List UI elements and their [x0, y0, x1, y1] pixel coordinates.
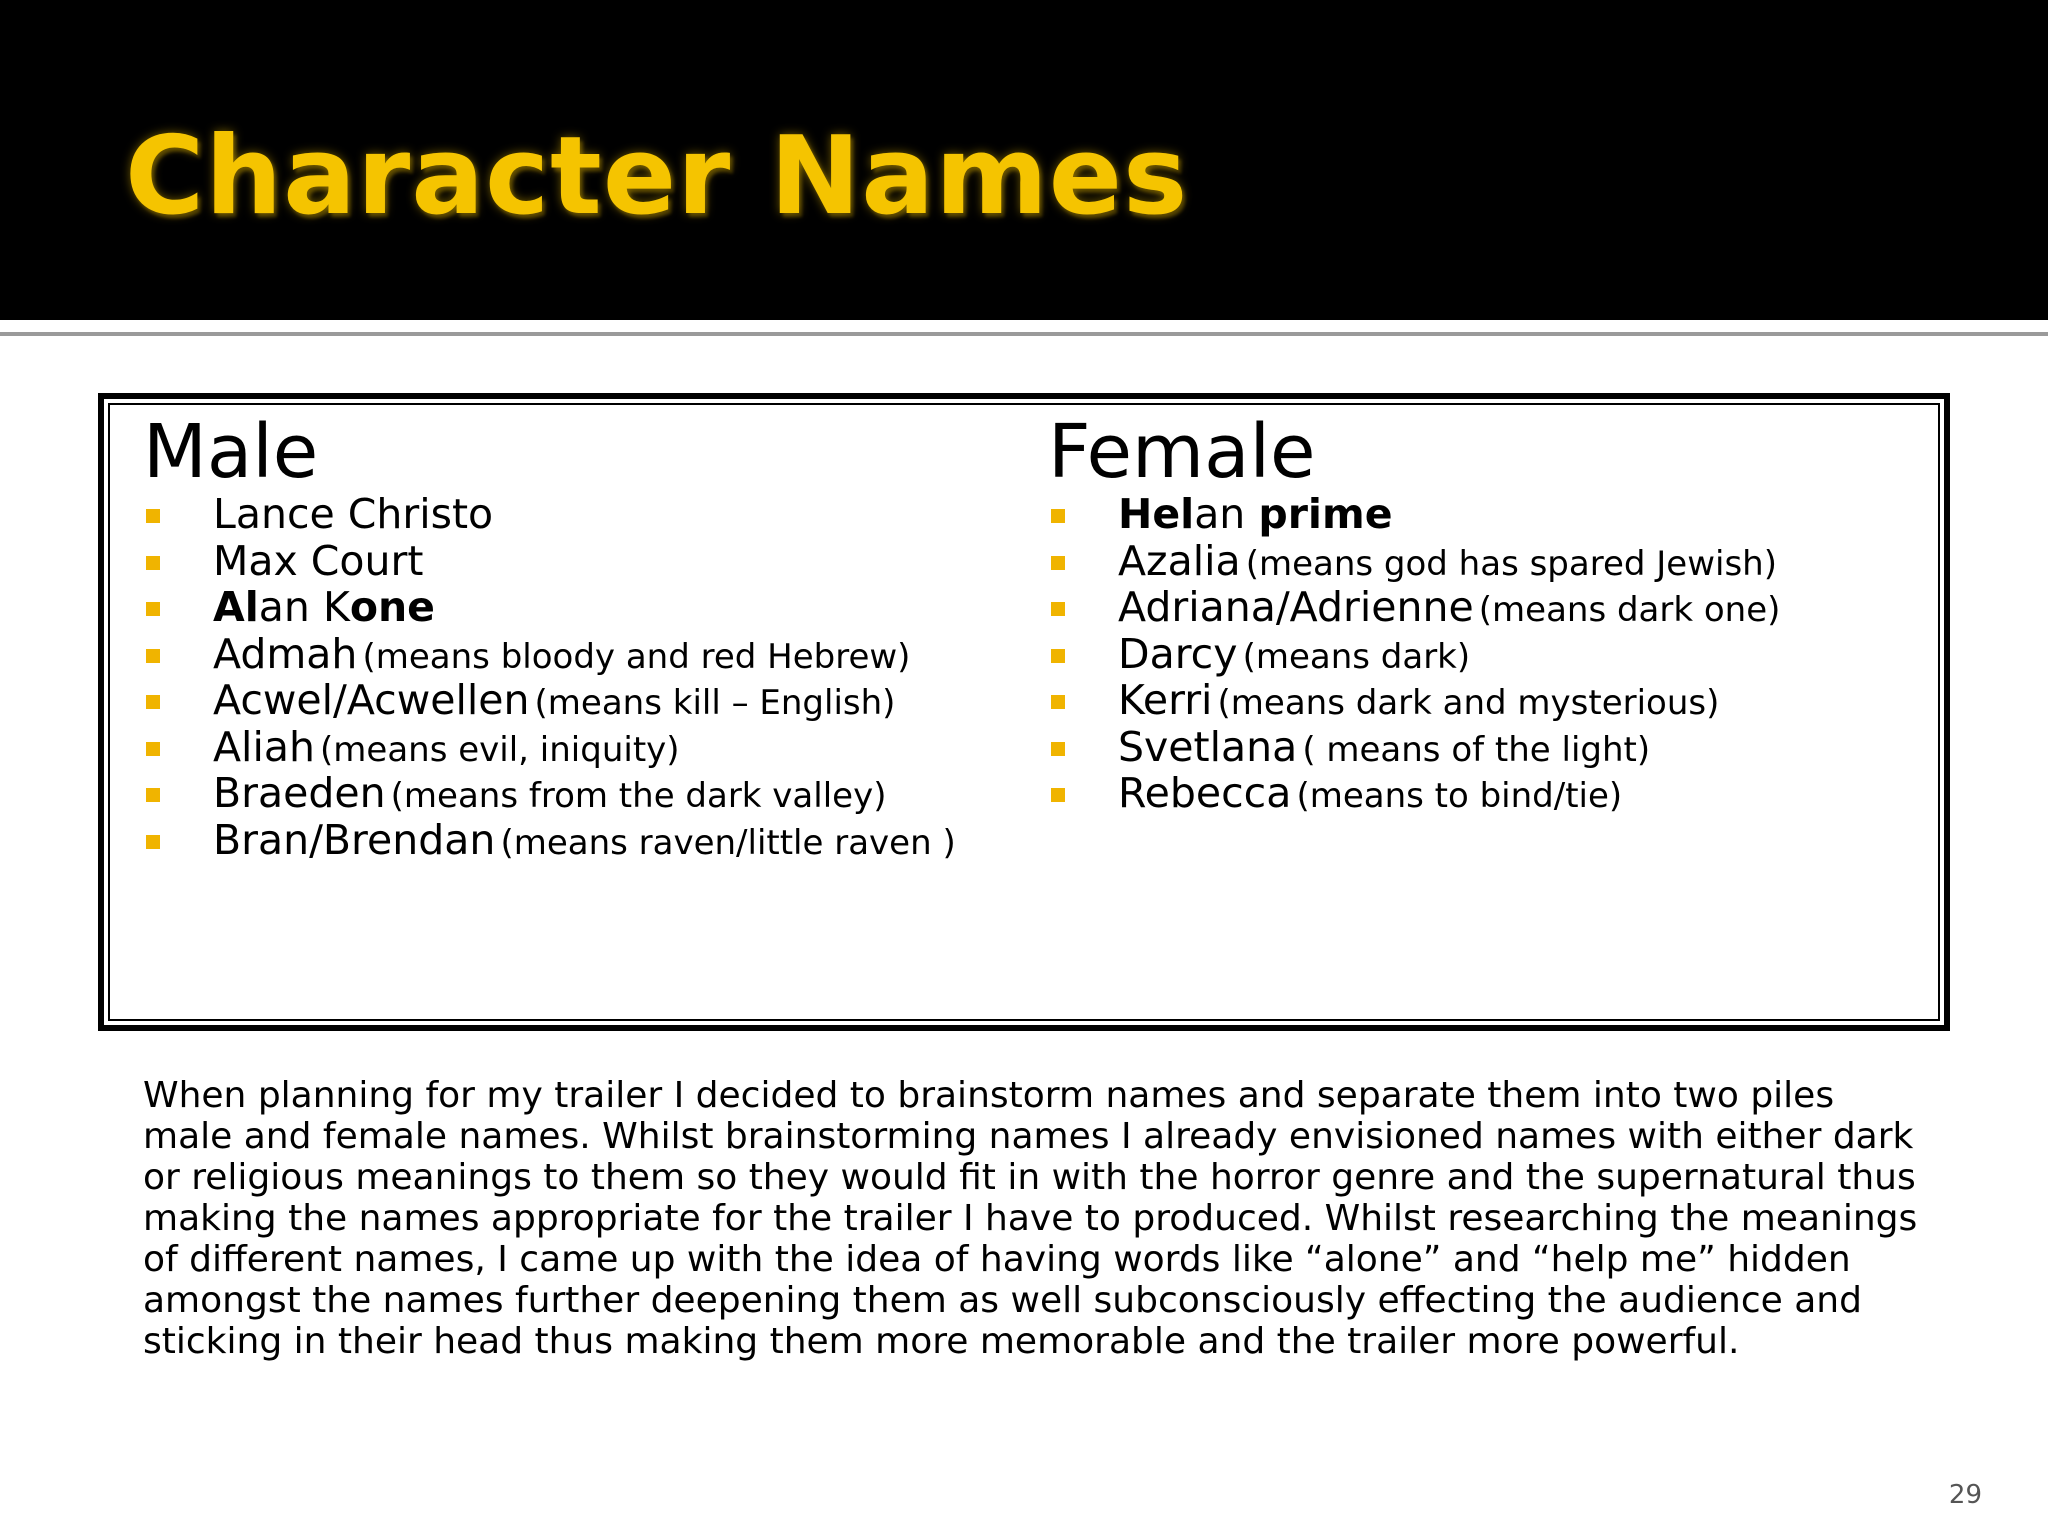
- square-bullet-icon: [1051, 742, 1065, 756]
- square-bullet-icon: [146, 742, 160, 756]
- character-name-part: an: [1194, 490, 1259, 538]
- square-bullet-icon: [146, 509, 160, 523]
- name-meaning: (means god has spared Jewish): [1245, 543, 1777, 584]
- square-bullet-icon: [1051, 788, 1065, 802]
- character-name: Bran/Brendan: [213, 815, 496, 864]
- title-bar: [0, 0, 2048, 320]
- character-name: Acwel/Acwellen: [213, 676, 530, 724]
- slide-title: Character Names: [125, 114, 1189, 239]
- list-item: [1048, 769, 1623, 817]
- list-item: [1048, 536, 1777, 585]
- list-item: [1048, 722, 1651, 771]
- name-meaning: (means raven/little raven ): [500, 822, 956, 863]
- character-name-bold-part: Hel: [1118, 490, 1195, 538]
- page-number: 29: [1948, 1480, 1982, 1510]
- name-meaning: (means evil, iniquity): [320, 729, 680, 770]
- list-item: [143, 676, 896, 724]
- list-item: [1048, 583, 1781, 631]
- character-name: Rebecca: [1118, 769, 1292, 817]
- name-meaning: (means from the dark valley): [390, 776, 887, 816]
- square-bullet-icon: [146, 788, 160, 802]
- name-meaning: (means to bind/tie): [1296, 776, 1623, 816]
- list-item: [143, 815, 956, 864]
- square-bullet-icon: [1051, 695, 1065, 709]
- list-item: [143, 536, 424, 585]
- character-name: Aliah: [213, 722, 315, 771]
- list-item: [143, 722, 680, 771]
- character-name-bold-part: pri: [1258, 490, 1322, 538]
- list-item: [1048, 490, 1393, 538]
- male-column: [143, 405, 956, 864]
- square-bullet-icon: [146, 556, 160, 570]
- character-name: Adriana/Adrienne: [1118, 583, 1474, 631]
- character-name: Darcy: [1118, 629, 1238, 678]
- list-item: [143, 769, 887, 817]
- name-meaning: (means bloody and red Hebrew): [362, 636, 911, 677]
- list-item: [1048, 676, 1720, 724]
- character-name-bold-part: one: [349, 583, 435, 631]
- character-name-part: an K: [258, 583, 350, 631]
- title-divider: [0, 332, 2048, 336]
- character-name: Lance Christo: [213, 490, 494, 538]
- square-bullet-icon: [146, 695, 160, 709]
- square-bullet-icon: [1051, 509, 1065, 523]
- male-heading: Male: [143, 409, 319, 495]
- list-item: [1048, 629, 1471, 678]
- square-bullet-icon: [1051, 556, 1065, 570]
- character-name: Kerri: [1118, 676, 1213, 724]
- square-bullet-icon: [146, 602, 160, 616]
- name-meaning: (means kill – English): [534, 683, 896, 723]
- female-heading: Female: [1048, 409, 1316, 495]
- character-name: Svetlana: [1118, 722, 1298, 771]
- square-bullet-icon: [146, 835, 160, 849]
- character-name: Azalia: [1118, 536, 1241, 585]
- character-name: Max Court: [213, 536, 424, 585]
- explanation-paragraph: When planning for my trailer I decided to brainstorm names and separate them into two piles male and female names. Whilst brainstorming names I already envisioned names with either dark or religious meanings to them so they would fit in with the horror genre and the supernatural thus making the names appropriate for the trailer I have to produced. Whilst researching the meanings of different names, I came up with the idea of having words like “alone” and “help me” hidden amongst the names further deepening them as well subconsciously effecting the audience and sticking in their head thus making them more memorable and the trailer more powerful.: [143, 1075, 1918, 1362]
- list-item: [143, 629, 911, 678]
- character-name: Admah: [213, 629, 358, 678]
- name-meaning: (means dark one): [1478, 590, 1781, 630]
- female-column: [1048, 405, 1781, 817]
- square-bullet-icon: [146, 649, 160, 663]
- character-name-bold-part: Al: [213, 583, 259, 631]
- character-name-bold-part: me: [1321, 490, 1393, 538]
- list-item: [143, 490, 494, 538]
- name-meaning: ( means of the light): [1302, 729, 1651, 770]
- square-bullet-icon: [1051, 649, 1065, 663]
- name-meaning: (means dark): [1242, 636, 1471, 677]
- character-name: Braeden: [213, 769, 386, 817]
- square-bullet-icon: [1051, 602, 1065, 616]
- name-meaning: (means dark and mysterious): [1217, 683, 1720, 723]
- list-item: [143, 583, 435, 631]
